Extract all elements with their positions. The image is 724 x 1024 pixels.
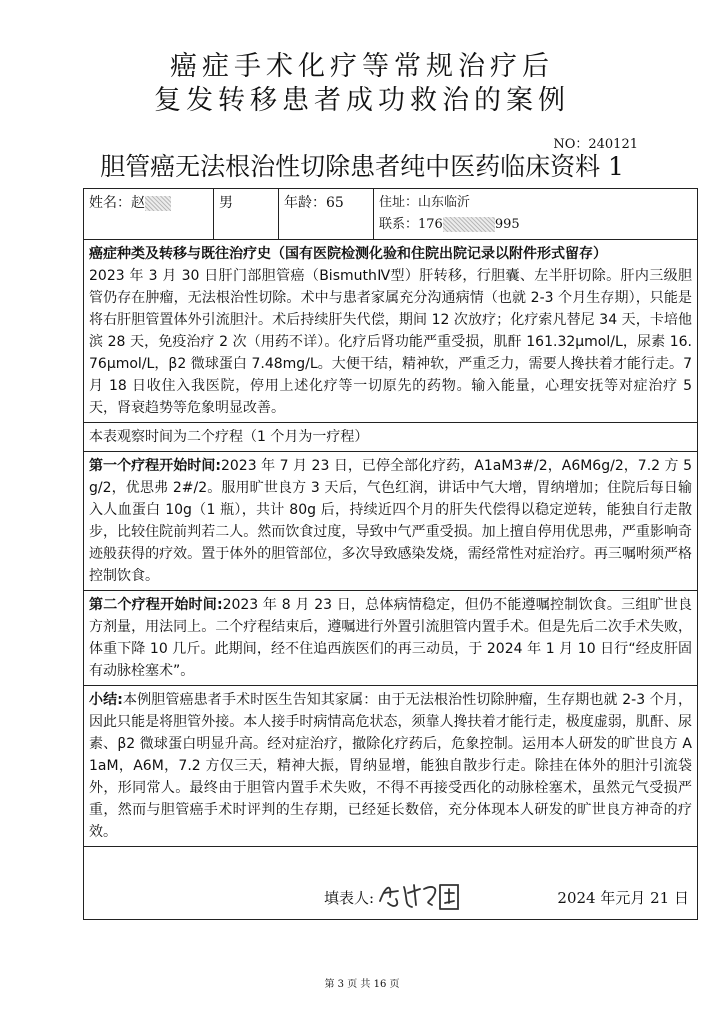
- course2-body: 2023 年 8 月 23 日，总体病情稳定，但仍不能遵嘱控制饮食。三组旷世良方剂量，用法同上。二个疗程结束后，遵嘱进行外置引流胆管内置手术。但是先后二次手术失败，体重下降 10 几斤。此期间，经不住追西族医们的再三动员，于 2024 年 1 月 10 日行“经皮肝固有动脉栓塞术”。: [89, 597, 692, 679]
- course2-heading: 第二个疗程开始时间:: [89, 597, 223, 613]
- clinical-record-table: [83, 188, 698, 920]
- patient-contact-cell: [374, 189, 698, 240]
- history-body: 2023 年 3 月 30 日肝门部胆管癌（BismuthⅣ型）肝转移，行胆囊、左半肝切除。肝内三级胆管仍存在肿瘤，无法根治性切除。术中与患者家属充分沟通病情（也就 2-3 个月生存期），只能是将右肝胆管置体外引流胆汁。术后持续肝失代偿，期间 12 次放疗；化疗索凡替尼 34 天，卡培他滨 28 天，免疫治疗 2 次（用药不详）。化疗后肾功能严重受损，肌酐 161.32μmol/L，尿素 16.76μmol/L，β2 微球蛋白 7.48mg/L。大便干结，精神软，严重乏力，需要人搀扶着才能行走。7 月 18 日收住入我医院，停用上述化疗等一切原先的药物。输入能量，心理安抚等对症治疗 5 天，肾衰趋势等危象明显改善。: [89, 268, 692, 416]
- history-heading: 癌症种类及转移与既往治疗史（国有医院检测化验和住院出院记录以附件形式留存）: [89, 246, 607, 262]
- summary-row: [84, 686, 698, 847]
- observation-text: 本表观察时间为二个疗程（1 个月为一疗程）: [84, 423, 698, 452]
- signature-row: [84, 847, 698, 920]
- summary-body: 本例胆管癌患者手术时医生告知其家属：由于无法根治性切除肿瘤，生存期也就 2-3 个月，因此只能是将胆管外接。本人接手时病情高危状态，须靠人搀扶着才能行走，极度虚弱，肌酐、尿素、β2 微球蛋白明显升高。经对症治疗，撤除化疗药后，危象控制。运用本人研发的旷世良方 A1aM，A6M，7.2 方仅三天，精神大振，胃纳显增，能独自散步行走。除挂在体外的胆汁引流袋外，形同常人。最终由于胆管内置手术失败，不得不再接受西化的动脉栓塞术，虽然元气受损严重，然而与胆管癌手术时评判的生存期，已经延长数倍，充分体现本人研发的旷世良方神奇的疗效。: [89, 692, 692, 840]
- redacted-phone-mark: [443, 217, 495, 232]
- main-title-line1: 癌症手术化疗等常规治疗后: [170, 51, 554, 82]
- record-subtitle: 胆管癌无法根治性切除患者纯中医药临床资料 1: [100, 152, 624, 181]
- patient-age: 年龄：65: [279, 189, 374, 240]
- handwritten-signature: [374, 875, 466, 915]
- course1-heading: 第一个疗程开始时间:: [89, 458, 221, 474]
- course2-row: [84, 591, 698, 686]
- course1-body: 2023 年 7 月 23 日，已停全部化疗药，A1aM3#/2，A6M6g/2，7.2 方 5g/2，优思弗 2#/2。服用旷世良方 3 天后，气色红润，讲话中气大增，胃纳增加；住院后每日输入人血蛋白 10g（1 瓶），共计 80g 后，持续近四个月的肝失代偿得以稳定逆转，能独自行走散步，比较住院前判若二人。然而饮食过度，导致中气严重受损。加上擅自停用优思弗，严重影响奇迹般获得的疗效。置于体外的胆管部位，多次导致感染发烧，需经常性对症治疗。再三嘱咐须严格控制饮食。: [89, 458, 692, 584]
- patient-name: 姓名：赵: [89, 195, 145, 211]
- patient-gender: 男: [214, 189, 279, 240]
- fill-date: 2024 年元月 21 日: [557, 889, 689, 907]
- main-title-line2: 复发转移患者成功救治的案例: [154, 85, 570, 116]
- filler-label: 填表人:: [324, 889, 375, 907]
- document-number: NO：240121: [553, 137, 638, 152]
- patient-phone-prefix: 联系：176: [379, 217, 443, 232]
- patient-info-row: [84, 189, 698, 240]
- patient-address: 住址：山东临沂: [379, 195, 471, 210]
- page-number: 第 3 页 共 16 页: [324, 979, 400, 990]
- redacted-name-mark: [145, 196, 171, 211]
- patient-phone-suffix: 995: [494, 217, 520, 232]
- course1-row: [84, 452, 698, 591]
- patient-name-cell: [84, 189, 214, 240]
- history-row: [84, 240, 698, 423]
- summary-heading: 小结:: [89, 692, 123, 708]
- observation-row: [84, 423, 698, 452]
